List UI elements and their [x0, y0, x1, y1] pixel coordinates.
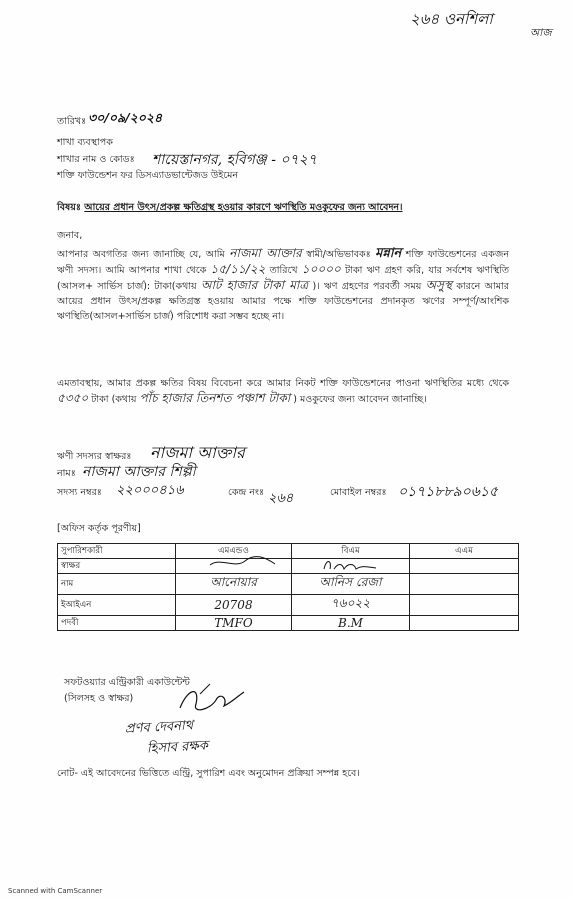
center-number-label: কেন্দ্র নংঃ	[228, 487, 265, 498]
borrower-sign-label: ঋণী সদস্যর স্বাক্ষরঃ	[57, 451, 132, 462]
waiver-amount: ৫৩৫০	[57, 391, 89, 405]
application-paragraph-2	[57, 376, 509, 407]
para2-text: এমতাবস্থায়, আমার প্রকল্প ক্ষতির বিষয় বিবেচনা করে আমার নিকট শক্তি ফাউন্ডেশনের পাওনা ঋণস্থিতির মধ্যে থেকে	[57, 378, 509, 389]
bm-ein: ৭৬০২২	[292, 595, 410, 616]
signature-cell	[292, 559, 410, 574]
accountant-signature	[170, 680, 250, 720]
handwritten-initials: আজ	[530, 27, 552, 39]
bm-signature-scribble	[296, 557, 406, 573]
borrower-signature: নাজমা আক্তার	[150, 443, 245, 462]
mobile-number-label: মোবাইল নম্বরঃ	[330, 487, 387, 498]
row-label: নাম	[58, 574, 176, 595]
recipient-title: শাখা ব্যবস্থাপক	[57, 137, 113, 148]
table-header: এএম	[410, 544, 519, 559]
office-use-heading: [অফিস কর্তৃক পূরণীয়]	[57, 523, 141, 534]
accountant-sub: (সিলসহ ও স্বাক্ষর)	[64, 693, 134, 704]
para1-text: )। ঋণ গ্রহণের পরবর্তী সময়	[312, 281, 422, 292]
recommendation-table	[57, 543, 519, 631]
subject-line	[57, 202, 403, 214]
bm-name: আনিস রেজা	[292, 574, 410, 595]
mfo-ein: 20708	[176, 595, 292, 616]
mfo-designation: TMFO	[176, 616, 292, 631]
subject-label: বিষয়ঃ	[57, 202, 81, 213]
am-ein	[410, 595, 519, 616]
table-header: সুপারিশকারী	[58, 544, 176, 559]
table-row	[58, 616, 519, 631]
borrower-name: নাজমা আক্তার শিল্পী	[82, 464, 196, 480]
am-name	[410, 574, 519, 595]
para1-text: টাকা ঋণ গ্রহণ করি, যার সর্বশেষ ঋণস্থিতি (আসল+ সার্ভিস চার্জ):	[57, 265, 509, 292]
date-value: ৩০/০৯/২০২৪	[88, 110, 163, 125]
row-label: ইআইএন	[58, 595, 176, 616]
row-label: পদবী	[58, 616, 176, 631]
para1-text: টাকা(কথায়	[154, 281, 197, 292]
date-label: তারিখঃ	[57, 116, 87, 127]
loan-date: ১৫/১১/২২	[210, 262, 266, 276]
waiver-amount-words: পাঁচ হাজার তিনশত পঞ্চাশ টাকা	[139, 391, 291, 405]
branch-value: শায়েস্তানগর, হবিগঞ্জ - ০৭২৭	[152, 152, 317, 168]
accountant-title: সফটওয়্যার এন্ট্রিকারী একাউন্টেন্ট	[64, 677, 190, 688]
center-number: ২৬৪	[268, 491, 294, 506]
application-paragraph-1	[57, 246, 509, 324]
salutation: জনাব,	[57, 230, 83, 241]
member-number-label: সদস্য নম্বরঃ	[57, 487, 102, 498]
para2-text: ) মওকুফের জন্য আবেদন জানাচ্ছি।	[293, 394, 427, 405]
member-number: ২২০০০৪১৬	[116, 483, 184, 498]
mfo-name: আনোয়ার	[176, 574, 292, 595]
row-label: স্বাক্ষর	[58, 559, 176, 574]
applicant-name: নাজমা আক্তার	[229, 246, 302, 260]
handwritten-center-note: ২৬৪ ওনশিলা	[410, 10, 493, 28]
para1-text: আপনার অবগতির জন্য জানাচ্ছি যে, আমি	[57, 249, 225, 260]
table-row	[58, 595, 519, 616]
para1-text: কারনে আমার আয়ের প্রধান উৎস/প্রকল্প ক্ষতিগ্রস্ত হওয়ায় আমার পক্ষে শক্তি ফাউন্ডেশনের প্রদানকৃত ঋণের সম্পূর্ণ/আংশিক ঋণস্থিতি(আসল+সার্ভিস চার্জ) পরিশোধ করা সম্ভব হচ্ছে না।	[57, 281, 509, 322]
branch-label: শাখার নাম ও কোডঃ	[57, 154, 135, 165]
loan-amount: ১০০০০	[301, 262, 341, 276]
am-designation	[410, 616, 519, 631]
para1-text: স্বামী/অভিভাবকঃ	[306, 249, 371, 260]
para1-text: শক্তি ফাউন্ডেশনের একজন ঋণী সদস্য। আমি আপনার শাখা থেকে	[57, 249, 509, 276]
reason: অসুস্থ	[425, 278, 452, 292]
borrower-name-label: নামঃ	[57, 468, 76, 479]
scanner-watermark: Scanned with CamScanner	[8, 887, 103, 895]
balance-in-words: আট হাজার টাকা মাত্র	[200, 278, 309, 292]
para1-text: তারিখে	[269, 265, 298, 276]
footnote: নোট- এই আবেদনের ভিত্তিতে এন্ট্রি, সুপারিশ এবং অনুমোদন প্রক্রিয়া সম্পন্ন হবে।	[57, 768, 360, 779]
table-header: বিএম	[292, 544, 410, 559]
accountant-stamp-name: প্রণব দেবনাথ	[124, 718, 194, 737]
para2-text: টাকা (কথায়	[91, 394, 137, 405]
subject-text: আয়ের প্রধান উৎস/প্রকল্প ক্ষতিগ্রস্থ হওয়ার কারণে ঋণস্থিতি মওকুফের জন্য আবেদন।	[84, 202, 403, 213]
table-row	[58, 574, 519, 595]
table-header: এমএন্ডও	[176, 544, 292, 559]
bm-designation: B.M	[292, 616, 410, 631]
signature-cell	[410, 559, 519, 574]
organization-name: শক্তি ফাউন্ডেশন ফর ডিসএ্যাডভান্টেজড উইমেন	[57, 170, 239, 181]
guardian-name: মন্নান	[375, 246, 402, 261]
table-row	[58, 559, 519, 574]
signature-cell	[176, 559, 292, 574]
accountant-stamp-title: হিসাব রক্ষক	[146, 738, 209, 757]
mobile-number: ০১৭১৮৮৯০৬১৫	[398, 484, 499, 500]
mfo-signature-scribble	[180, 555, 290, 569]
